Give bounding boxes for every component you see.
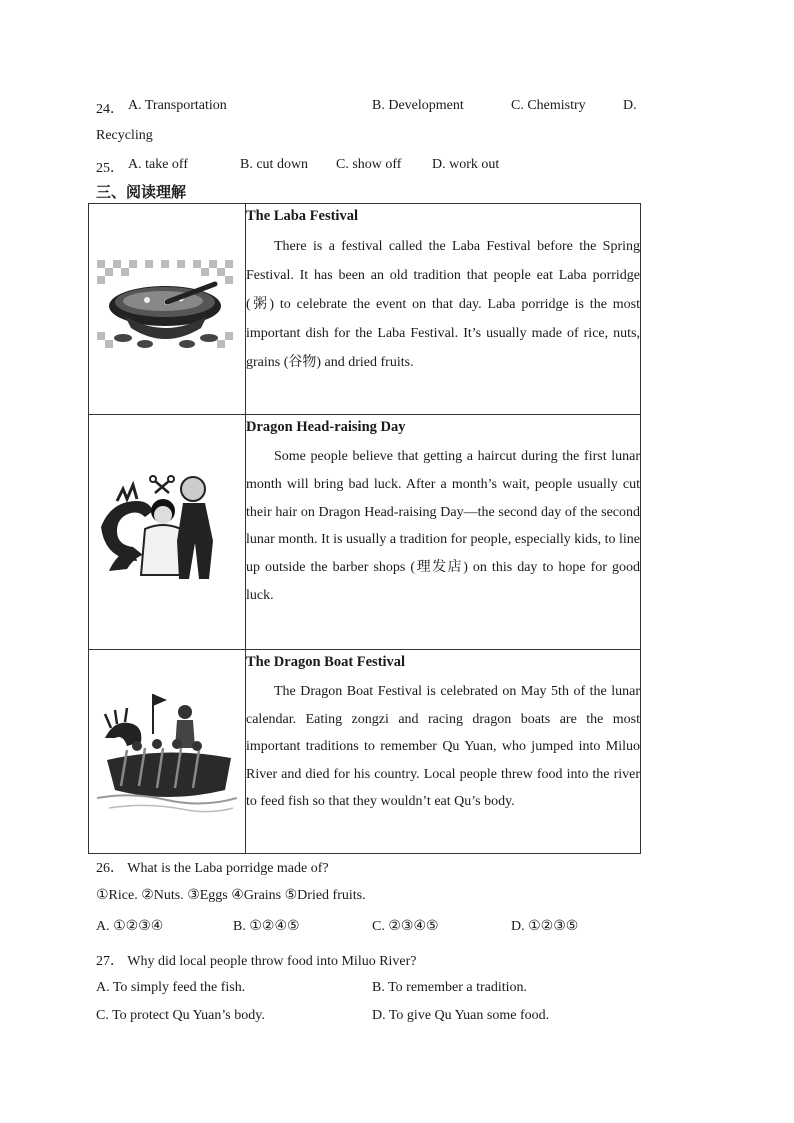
q27-option-c: C. To protect Qu Yuan’s body. [96,1008,265,1023]
q26-option-c: C. ②③④⑤ [372,919,439,934]
q25-option-a: A. take off [128,157,188,172]
q24-option-c: C. Chemistry [511,98,586,113]
reading-table [88,203,641,854]
passage-row [89,415,641,650]
passage-row [89,204,641,415]
passage-row [89,650,641,854]
q27-option-d: D. To give Qu Yuan some food. [372,1008,550,1023]
q27-option-a: A. To simply feed the fish. [96,980,246,995]
q26-stem: 26． What is the Laba porridge made of? [96,861,329,876]
q25-option-b: B. cut down [240,157,309,172]
q24-number: 24． [96,102,124,117]
passage-image-cell [89,650,246,854]
dragon-boat-icon [97,690,237,815]
q24-option-a: A. Transportation [128,98,227,113]
q26-items: ①Rice. ②Nuts. ③Eggs ④Grains ⑤Dried fruits. [96,888,366,903]
passage-body: The Dragon Boat Festival is celebrated on May 5th of the lunar calendar. Eating zongzi and racing dragon boats are the most important traditions to remember Qu Yuan, who jumped into Miluo River and died for his country. Local people threw food into the river to feed fish so that they wouldn’t eat Qu’s body. [246,684,640,810]
q27-option-b: B. To remember a tradition. [372,980,528,995]
passage-title: The Laba Festival [246,208,358,224]
dragon-haircut-icon [97,471,237,586]
section-heading: 三、阅读理解 [96,183,187,201]
passage-body: Some people believe that getting a haircut during the first lunar month will bring bad luck. After a month’s wait, people usually cut their hair on Dragon Head-raising Day—the second day of the second lunar month. It is usually a tradition for people, especially kids, to line up outside the barber shops (理发店) on this day to hope for good luck. [246,449,640,603]
q26-option-d: D. ①②③⑤ [511,919,579,934]
q25-option-c: C. show off [336,157,402,172]
q26-option-b: B. ①②④⑤ [233,919,300,934]
porridge-bowl-icon [97,258,237,358]
q24-option-d-label: D. [623,98,637,113]
passage-title: Dragon Head-raising Day [246,419,406,435]
passage-image-cell [89,415,246,650]
passage-text-cell [246,204,641,415]
passage-title: The Dragon Boat Festival [246,654,406,670]
q24-option-b: B. Development [372,98,464,113]
passage-text-cell [246,415,641,650]
q25-number: 25． [96,161,124,176]
q25-option-d: D. work out [432,157,500,172]
q26-option-a: A. ①②③④ [96,919,164,934]
passage-image-cell [89,204,246,415]
passage-body: There is a festival called the Laba Festival before the Spring Festival. It has been an old tradition that people eat Laba porridge (粥) to celebrate the event on that day. Laba porridge is the most important dish for the Laba Festival. It’s usually made of rice, nuts, grains (谷物) and dried fruits. [246,239,640,370]
q24-option-d-text: Recycling [96,128,153,143]
passage-text-cell [246,650,641,854]
q27-stem: 27． Why did local people throw food into Miluo River? [96,954,417,969]
